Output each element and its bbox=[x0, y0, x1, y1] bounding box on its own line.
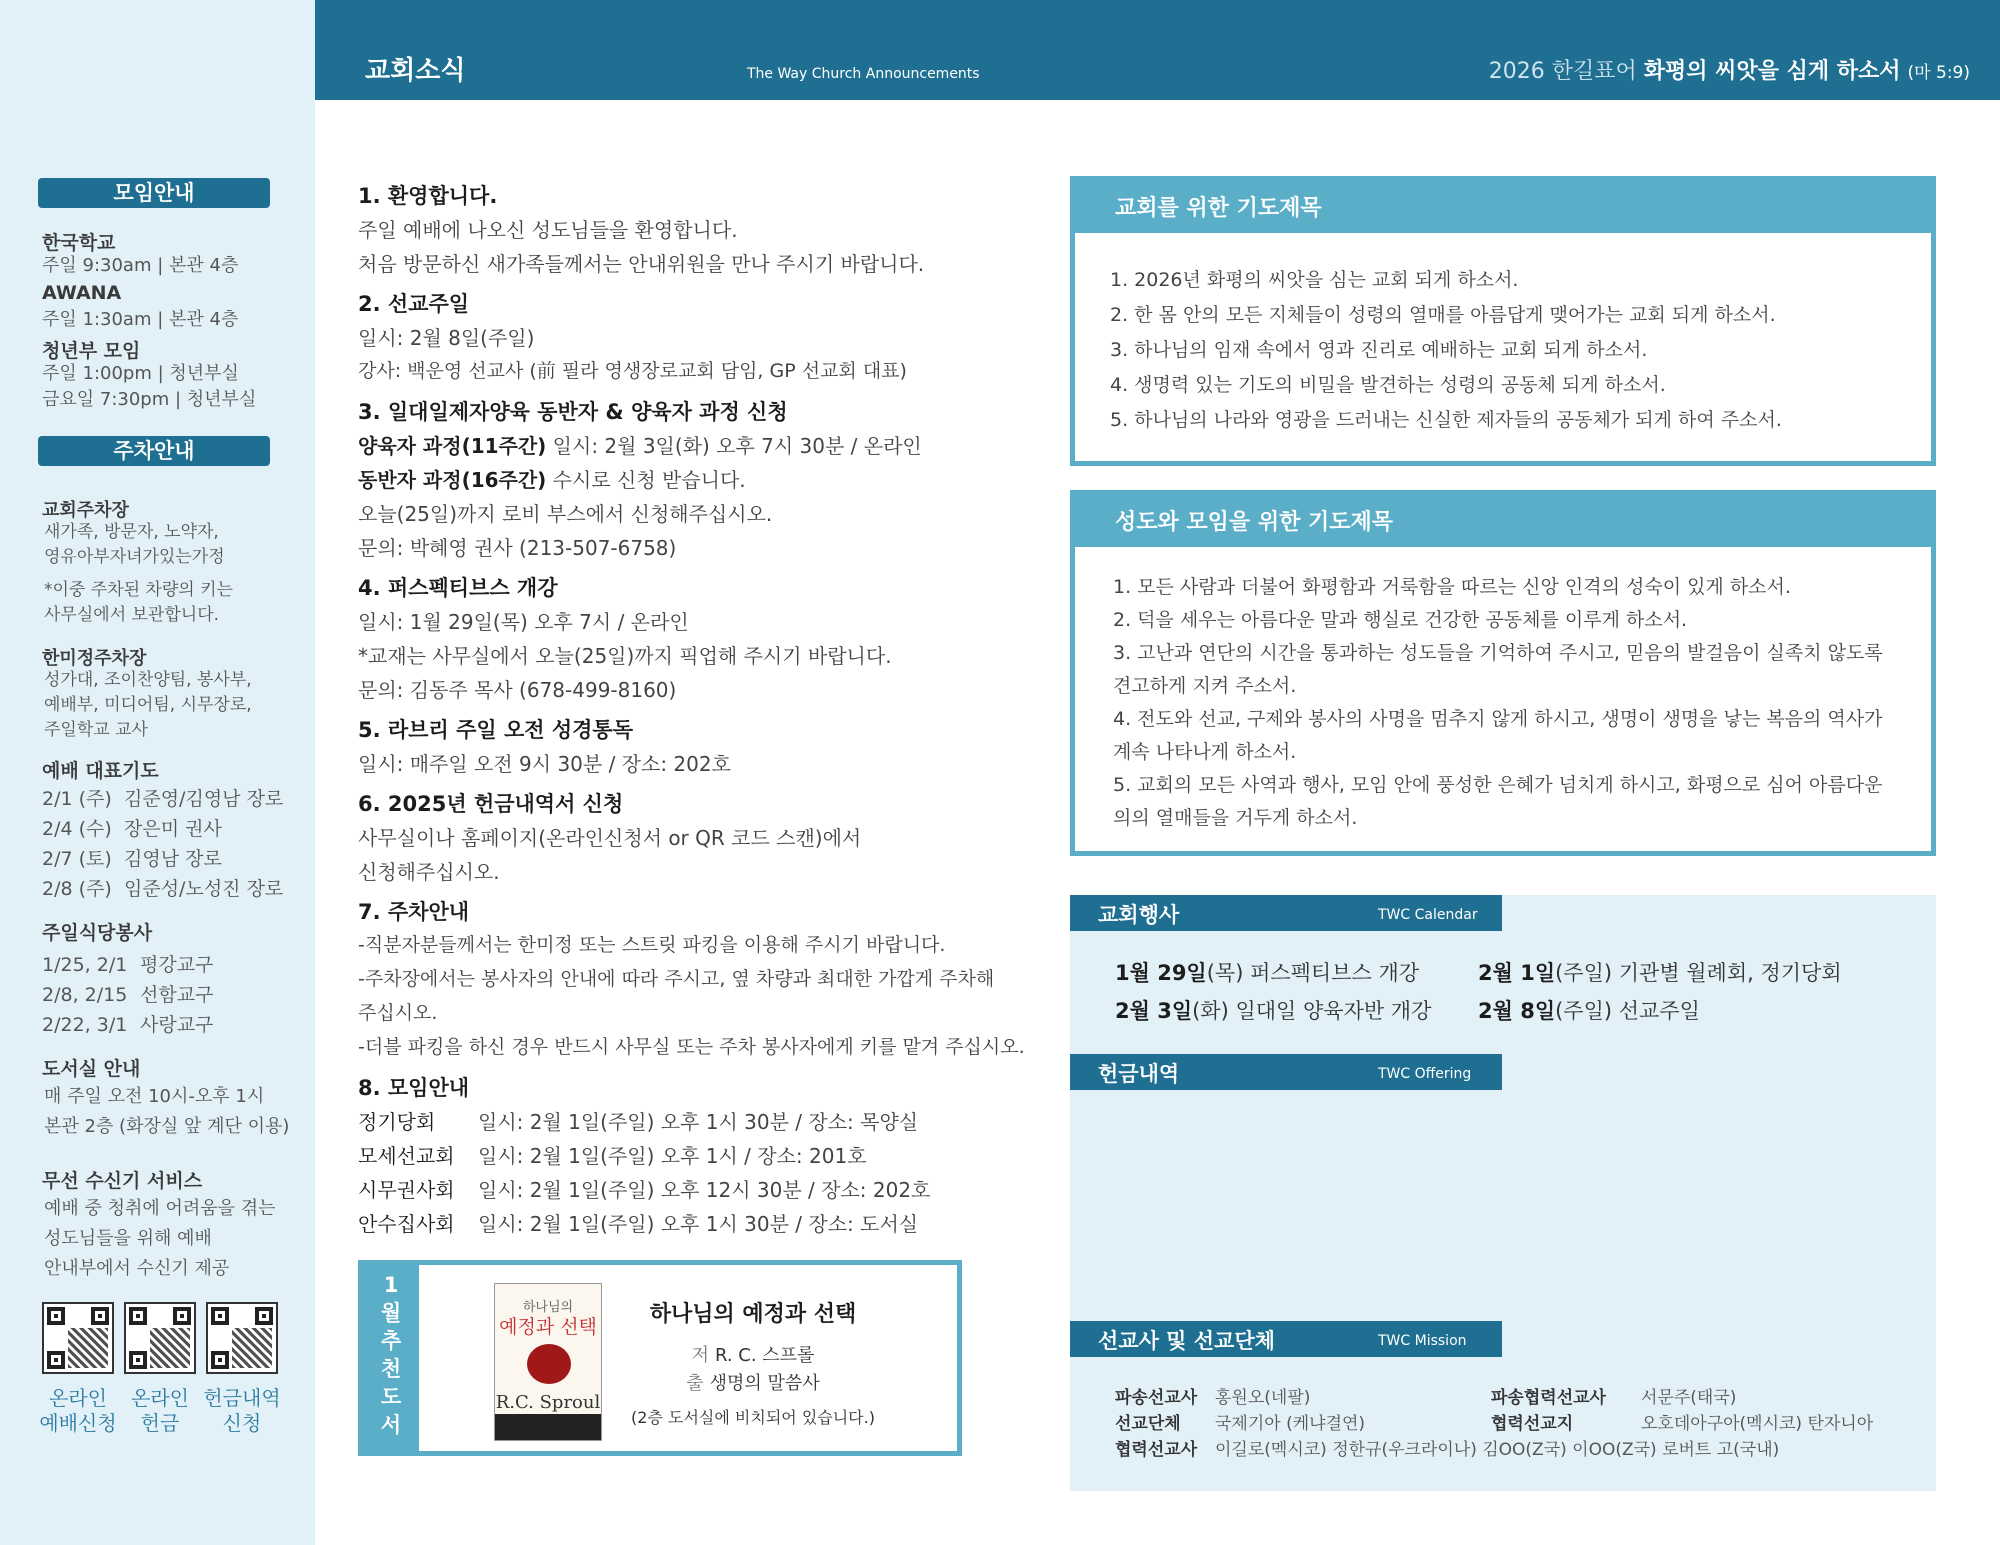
prayer-duty-row: 2/1 (주) 김준영/김영남 장로 bbox=[42, 788, 284, 810]
event-item: 2월 3일(화) 일대일 양육자반 개강 bbox=[1115, 999, 1432, 1023]
prayer-line: 3. 고난과 연단의 시간을 통과하는 성도들을 기억하여 주시고, 믿음의 발걸음이 실족치 않도록 bbox=[1113, 642, 1883, 664]
announcement-line: -더블 파킹을 하신 경우 반드시 사무실 또는 주차 봉사자에게 키를 맡겨 주십시오. bbox=[358, 1036, 1025, 1058]
meeting-row: 안수집사회 일시: 2월 1일(주일) 오후 1시 30분 / 장소: 도서실 bbox=[358, 1212, 919, 1236]
book-title: 하나님의 예정과 선택 bbox=[649, 1302, 857, 1327]
events-tab: 교회행사 TWC Calendar bbox=[1070, 895, 1502, 931]
meeting-row: 시무권사회 일시: 2월 1일(주일) 오후 12시 30분 / 장소: 202호 bbox=[358, 1178, 931, 1202]
prayer-duty-row: 2/4 (수) 장은미 권사 bbox=[42, 818, 222, 840]
announcement-line: 일시: 1월 29일(목) 오후 7시 / 온라인 bbox=[358, 610, 689, 634]
mission-tab: 선교사 및 선교단체 TWC Mission bbox=[1070, 1321, 1502, 1357]
announcement-title: 3. 일대일제자양육 동반자 & 양육자 과정 신청 bbox=[358, 400, 788, 424]
prayer-duty-row: 2/7 (토) 김영남 장로 bbox=[42, 848, 222, 870]
sidebar bbox=[0, 0, 315, 1545]
prayer-line: 계속 나타나게 하소서. bbox=[1113, 741, 1297, 763]
announcement-title: 1. 환영합니다. bbox=[358, 184, 498, 208]
prayer-line: 의의 열매들을 거두게 하소서. bbox=[1113, 807, 1358, 829]
gathering-name: 한국학교 bbox=[42, 232, 116, 254]
announcement-line: 주일 예배에 나오신 성도님들을 환영합니다. bbox=[358, 218, 738, 242]
prayer-line: 5. 교회의 모든 사역과 행사, 모임 안에 풍성한 은혜가 넘치게 하시고, 화평으로 심어 아름다운 bbox=[1113, 774, 1883, 796]
wireless-line: 성도님들을 위해 예배 bbox=[44, 1228, 212, 1249]
library-line: 본관 2층 (화장실 앞 계단 이용) bbox=[44, 1116, 290, 1137]
mission-row: 협력선교사 이길로(멕시코) 정한규(우크라이나) 김OO(Z국) 이OO(Z국) 로버트 고(국내) bbox=[1115, 1440, 1780, 1460]
prayer-duty-row: 2/8 (주) 임준성/노성진 장로 bbox=[42, 878, 284, 900]
announcement-title: 5. 라브리 주일 오전 성경통독 bbox=[358, 718, 633, 742]
prayer-item: 5. 하나님의 나라와 영광을 드러내는 신실한 제자들의 공동체가 되게 하여 주소서. bbox=[1110, 409, 1782, 431]
announcement-line: 처음 방문하신 새가족들께서는 안내위원을 만나 주시기 바랍니다. bbox=[358, 252, 925, 276]
offering-tab: 헌금내역 TWC Offering bbox=[1070, 1054, 1502, 1090]
church-parking-line: 영유아부자녀가있는가정 bbox=[44, 547, 225, 567]
prayer-item: 1. 2026년 화평의 씨앗을 심는 교회 되게 하소서. bbox=[1110, 269, 1519, 291]
yearly-motto: 2026 한길표어 화평의 씨앗을 심게 하소서 (마 5:9) bbox=[1488, 59, 1970, 84]
hanmi-parking-line: 주일학교 교사 bbox=[44, 720, 148, 740]
announcement-line: 문의: 박혜영 권사 (213-507-6758) bbox=[358, 536, 677, 560]
event-item: 2월 1일(주일) 기관별 월례회, 정기당회 bbox=[1478, 961, 1842, 985]
mission-row: 협력선교지 오호데아구아(멕시코) 탄자니아 bbox=[1491, 1414, 1874, 1434]
cafeteria-row: 2/22, 3/1 사랑교구 bbox=[42, 1014, 214, 1036]
prayer-line: 4. 전도와 선교, 구제와 봉사의 사명을 멈추지 않게 하시고, 생명이 생명을 낳는 복음의 역사가 bbox=[1113, 708, 1883, 730]
meeting-row: 정기당회 일시: 2월 1일(주일) 오후 1시 30분 / 장소: 목양실 bbox=[358, 1110, 919, 1134]
wireless-line: 예배 중 청취에 어려움을 겪는 bbox=[44, 1198, 276, 1219]
hanmi-parking-line: 성가대, 조이찬양팀, 봉사부, bbox=[44, 670, 252, 690]
qr-label: 온라인 헌금 bbox=[131, 1386, 189, 1435]
double-parking-note: *이중 주차된 차량의 키는 bbox=[44, 580, 233, 600]
cafeteria-title: 주일식당봉사 bbox=[42, 922, 153, 944]
prayer-line: 1. 모든 사람과 더불어 화평함과 거룩함을 따르는 신앙 인격의 성숙이 있게 하소서. bbox=[1113, 576, 1791, 598]
qr-code-online-worship[interactable] bbox=[42, 1302, 114, 1374]
church-parking-title: 교회주차장 bbox=[42, 500, 129, 521]
cafeteria-row: 1/25, 2/1 평강교구 bbox=[42, 954, 214, 976]
prayer-duty-title: 예배 대표기도 bbox=[42, 760, 159, 782]
library-title: 도서실 안내 bbox=[42, 1058, 141, 1080]
gathering-time: 주일 1:00pm | 청년부실 bbox=[42, 363, 239, 384]
event-item: 1월 29일(목) 퍼스펙티브스 개강 bbox=[1115, 961, 1420, 985]
double-parking-note: 사무실에서 보관합니다. bbox=[44, 605, 220, 625]
announcement-line: 일시: 매주일 오전 9시 30분 / 장소: 202호 bbox=[358, 752, 731, 776]
announcement-line: 사무실이나 홈페이지(온라인신청서 or QR 코드 스캔)에서 bbox=[358, 826, 862, 850]
recommended-book-box bbox=[358, 1260, 962, 1456]
church-prayer-title: 교회를 위한 기도제목 bbox=[1075, 181, 1931, 233]
recommended-book-tab: 1 월 추 천 도 서 bbox=[363, 1265, 419, 1451]
mission-row: 파송협력선교사 서문주(태국) bbox=[1491, 1388, 1737, 1408]
announcement-title: 7. 주차안내 bbox=[358, 900, 470, 924]
church-prayer-box bbox=[1070, 176, 1936, 466]
members-prayer-box bbox=[1070, 490, 1936, 856]
hanmi-parking-line: 예배부, 미디어팀, 시무장로, bbox=[44, 695, 252, 715]
gathering-name: AWANA bbox=[42, 282, 122, 304]
prayer-item: 4. 생명력 있는 기도의 비밀을 발견하는 성령의 공동체 되게 하소서. bbox=[1110, 374, 1666, 396]
gathering-time: 금요일 7:30pm | 청년부실 bbox=[42, 389, 257, 410]
book-publisher: 출 생명의 말씀사 bbox=[686, 1373, 820, 1394]
gathering-heading: 모임안내 bbox=[38, 178, 270, 208]
parking-heading: 주차안내 bbox=[38, 436, 270, 466]
members-prayer-title: 성도와 모임을 위한 기도제목 bbox=[1075, 495, 1931, 547]
page-title: 교회소식 bbox=[365, 56, 466, 86]
gathering-time: 주일 1:30am | 본관 4층 bbox=[42, 309, 239, 330]
church-parking-line: 새가족, 방문자, 노약자, bbox=[44, 522, 219, 542]
library-line: 매 주일 오전 10시-오후 1시 bbox=[44, 1086, 265, 1107]
qr-label: 헌금내역 신청 bbox=[203, 1386, 281, 1435]
prayer-item: 3. 하나님의 임재 속에서 영과 진리로 예배하는 교회 되게 하소서. bbox=[1110, 339, 1648, 361]
announcement-line: 일시: 2월 8일(주일) bbox=[358, 326, 535, 350]
announcement-title: 2. 선교주일 bbox=[358, 292, 470, 316]
info-panel bbox=[1070, 895, 1936, 1491]
announcement-line: 강사: 백운영 선교사 (前 필라 영생장로교회 담임, GP 선교회 대표) bbox=[358, 360, 907, 382]
announcement-title: 4. 퍼스펙티브스 개강 bbox=[358, 576, 558, 600]
meeting-row: 모세선교회 일시: 2월 1일(주일) 오후 1시 / 장소: 201호 bbox=[358, 1144, 867, 1168]
announcement-line: -직분자분들께서는 한미정 또는 스트릿 파킹을 이용해 주시기 바랍니다. bbox=[358, 934, 946, 956]
book-author: 저 R. C. 스프롤 bbox=[691, 1345, 815, 1366]
mission-row: 파송선교사 홍원오(네팔) bbox=[1115, 1388, 1311, 1408]
announcement-line: 양육자 과정(11주간) 일시: 2월 3일(화) 오후 7시 30분 / 온라인 bbox=[358, 434, 922, 458]
announcement-line: 오늘(25일)까지 로비 부스에서 신청해주십시오. bbox=[358, 502, 773, 526]
qr-code-offering-statement[interactable] bbox=[206, 1302, 278, 1374]
prayer-line: 견고하게 지켜 주소서. bbox=[1113, 675, 1297, 697]
qr-code-online-offering[interactable] bbox=[124, 1302, 196, 1374]
announcement-line: 문의: 김동주 목사 (678-499-8160) bbox=[358, 678, 677, 702]
announcement-line: 주십시오. bbox=[358, 1002, 438, 1024]
mission-row: 선교단체 국제기아 (케냐결연) bbox=[1115, 1414, 1366, 1434]
hanmi-parking-title: 한미정주차장 bbox=[42, 648, 147, 669]
cafeteria-row: 2/8, 2/15 선함교구 bbox=[42, 984, 214, 1006]
book-note: (2층 도서실에 비치되어 있습니다.) bbox=[631, 1408, 875, 1427]
gathering-time: 주일 9:30am | 본관 4층 bbox=[42, 255, 239, 276]
announcement-line: 동반자 과정(16주간) 수시로 신청 받습니다. bbox=[358, 468, 746, 492]
event-item: 2월 8일(주일) 선교주일 bbox=[1478, 999, 1700, 1023]
wireless-line: 안내부에서 수신기 제공 bbox=[44, 1258, 230, 1279]
announcement-title: 8. 모임안내 bbox=[358, 1076, 470, 1100]
header-bar bbox=[315, 0, 2000, 100]
announcement-title: 6. 2025년 헌금내역서 신청 bbox=[358, 792, 624, 816]
prayer-line: 2. 덕을 세우는 아름다운 말과 행실로 건강한 공동체를 이루게 하소서. bbox=[1113, 609, 1688, 631]
book-cover-image: 하나님의 예정과 선택 R.C. Sproul bbox=[494, 1283, 602, 1441]
announcement-line: 신청해주십시오. bbox=[358, 860, 500, 884]
gathering-name: 청년부 모임 bbox=[42, 340, 141, 362]
page-subtitle: The Way Church Announcements bbox=[747, 66, 980, 82]
qr-label: 온라인 예배신청 bbox=[39, 1386, 117, 1435]
announcement-line: *교재는 사무실에서 오늘(25일)까지 픽업해 주시기 바랍니다. bbox=[358, 644, 892, 668]
announcement-line: -주차장에서는 봉사자의 안내에 따라 주시고, 옆 차량과 최대한 가깝게 주차해 bbox=[358, 968, 995, 990]
wireless-title: 무선 수신기 서비스 bbox=[42, 1170, 203, 1192]
prayer-item: 2. 한 몸 안의 모든 지체들이 성령의 열매를 아름답게 맺어가는 교회 되게 하소서. bbox=[1110, 304, 1776, 326]
